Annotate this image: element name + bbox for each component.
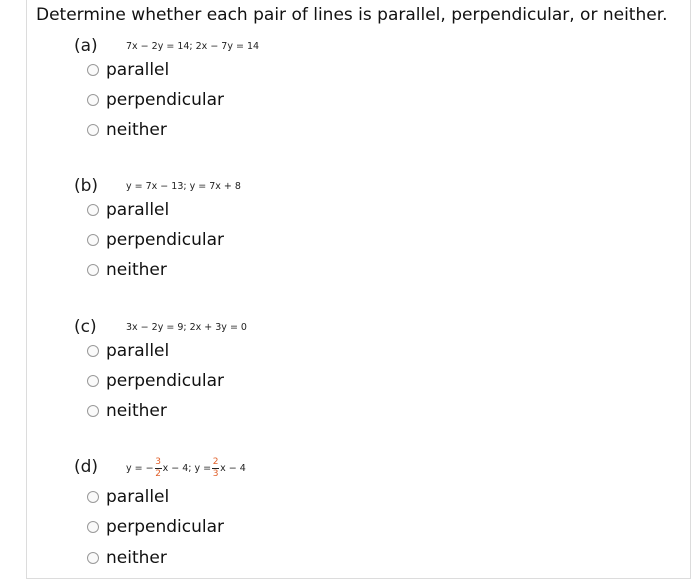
radio-button[interactable] [87,345,99,357]
radio-button[interactable] [87,491,99,503]
option-label: neither [106,260,167,280]
part-a [0,36,700,166]
part-d [0,457,700,587]
fraction-numerator: 3 [155,457,161,467]
part-c [0,317,700,447]
radio-button[interactable] [87,375,99,387]
option-label: parallel [106,200,170,220]
radio-button[interactable] [87,64,99,76]
part-b [0,176,700,306]
radio-button[interactable] [87,405,99,417]
fraction [155,458,162,479]
radio-button[interactable] [87,521,99,533]
equation: y = 7x − 13; y = 7x + 8 [126,181,241,192]
option-label: perpendicular [106,371,225,391]
option-label: parallel [106,341,170,361]
radio-button[interactable] [87,552,99,564]
option-label: neither [106,120,167,140]
fraction [212,458,219,479]
option-parallel[interactable] [87,59,169,81]
option-parallel[interactable] [87,199,169,221]
part-label: (d) [74,457,99,477]
equation-text: y = − [126,463,154,474]
option-perpendicular[interactable] [87,89,224,111]
radio-button[interactable] [87,124,99,136]
fraction-denominator: 2 [155,469,161,479]
equation: 7x − 2y = 14; 2x − 7y = 14 [126,41,260,52]
fraction-denominator: 3 [212,469,219,479]
option-label: parallel [106,60,170,80]
option-label: parallel [106,487,170,507]
radio-button[interactable] [87,234,99,246]
part-label: (b) [74,176,99,196]
equation: 3x − 2y = 9; 2x + 3y = 0 [126,322,247,333]
option-label: neither [106,401,167,421]
option-perpendicular[interactable] [87,370,224,392]
option-label: perpendicular [106,90,225,110]
option-neither[interactable] [87,259,167,281]
radio-button[interactable] [87,94,99,106]
radio-button[interactable] [87,264,99,276]
instruction-text: Determine whether each pair of lines is parallel, perpendicular, or neither. [36,5,668,25]
fraction-numerator: 2 [212,457,219,467]
equation [126,458,246,479]
option-perpendicular[interactable] [87,516,224,538]
equation-text: x − 4; y = [162,463,212,474]
part-label: (c) [74,317,97,337]
equation-text: x − 4 [220,463,246,474]
option-parallel[interactable] [87,486,169,508]
option-neither[interactable] [87,547,167,569]
option-label: perpendicular [106,517,225,537]
option-label: perpendicular [106,230,225,250]
option-neither[interactable] [87,119,167,141]
option-neither[interactable] [87,400,167,422]
option-parallel[interactable] [87,340,169,362]
option-perpendicular[interactable] [87,229,224,251]
radio-button[interactable] [87,204,99,216]
part-label: (a) [74,36,98,56]
option-label: neither [106,548,167,568]
